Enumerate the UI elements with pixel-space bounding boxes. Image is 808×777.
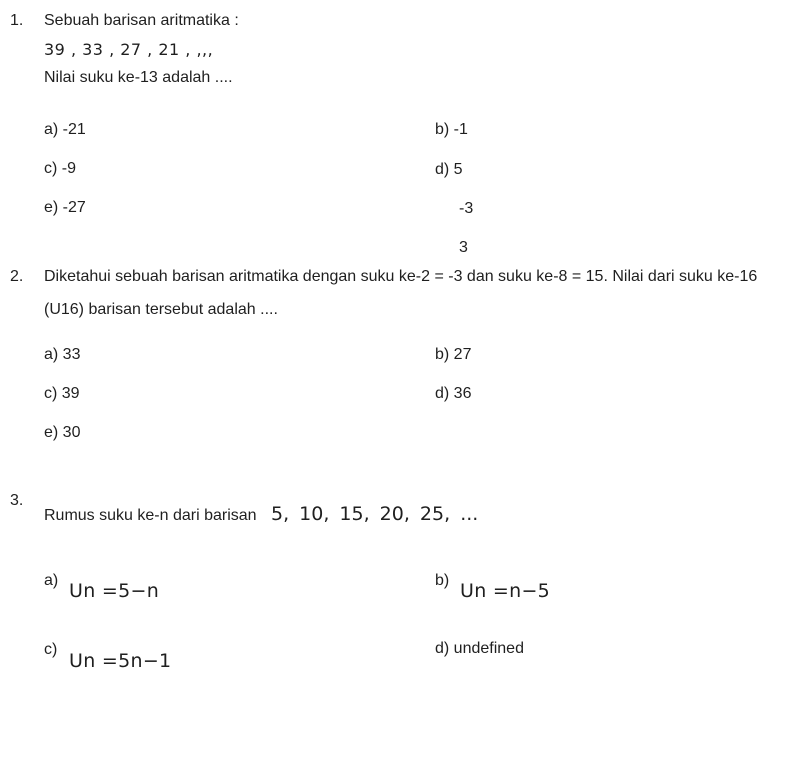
q3-number: 3. <box>10 492 24 509</box>
q2-option-e[interactable]: e) 30 <box>44 424 81 441</box>
q3-option-a-label[interactable]: a) <box>44 572 59 589</box>
q3-option-b-formula[interactable]: Un =n−5 <box>460 580 551 602</box>
q2-text-line1: Diketahui sebuah barisan aritmatika dengan suku ke-2 = -3 dan suku ke-8 = 15. Nilai dari suku ke-16 <box>44 268 758 285</box>
q1-option-d[interactable]: d) 5 <box>435 161 463 178</box>
q3-option-d[interactable]: d) undefined <box>435 640 524 657</box>
q1-option-e[interactable]: e) -27 <box>44 199 86 216</box>
q2-text-line2: (U16) barisan tersebut adalah .... <box>44 301 278 318</box>
q1-number: 1. <box>10 12 24 29</box>
q2-option-a[interactable]: a) 33 <box>44 346 81 363</box>
q2-number: 2. <box>10 268 24 285</box>
q3-option-b-label[interactable]: b) <box>435 572 450 589</box>
q1-option-b[interactable]: b) -1 <box>435 121 468 138</box>
q3-option-c-label[interactable]: c) <box>44 641 58 658</box>
q3-option-c-formula[interactable]: Un =5n−1 <box>69 650 172 672</box>
q2-option-d[interactable]: d) 36 <box>435 385 472 402</box>
q2-option-c[interactable]: c) 39 <box>44 385 80 402</box>
q1-prompt: Nilai suku ke-13 adalah .... <box>44 69 233 86</box>
q3-prompt: Rumus suku ke-n dari barisan <box>44 507 257 524</box>
q2-option-b[interactable]: b) 27 <box>435 346 472 363</box>
q1-extra-value: -3 <box>459 200 474 217</box>
q1-question: Sebuah barisan aritmatika : <box>44 12 239 29</box>
q1-option-a[interactable]: a) -21 <box>44 121 86 138</box>
q1-extra-value: 3 <box>459 239 468 256</box>
q1-sequence: 39 , 33 , 27 , 21 , ,,, <box>44 40 214 59</box>
q3-option-a-formula[interactable]: Un =5−n <box>69 580 160 602</box>
q3-sequence: 5, 10, 15, 20, 25, ... <box>271 503 479 525</box>
q1-option-c[interactable]: c) -9 <box>44 160 76 177</box>
